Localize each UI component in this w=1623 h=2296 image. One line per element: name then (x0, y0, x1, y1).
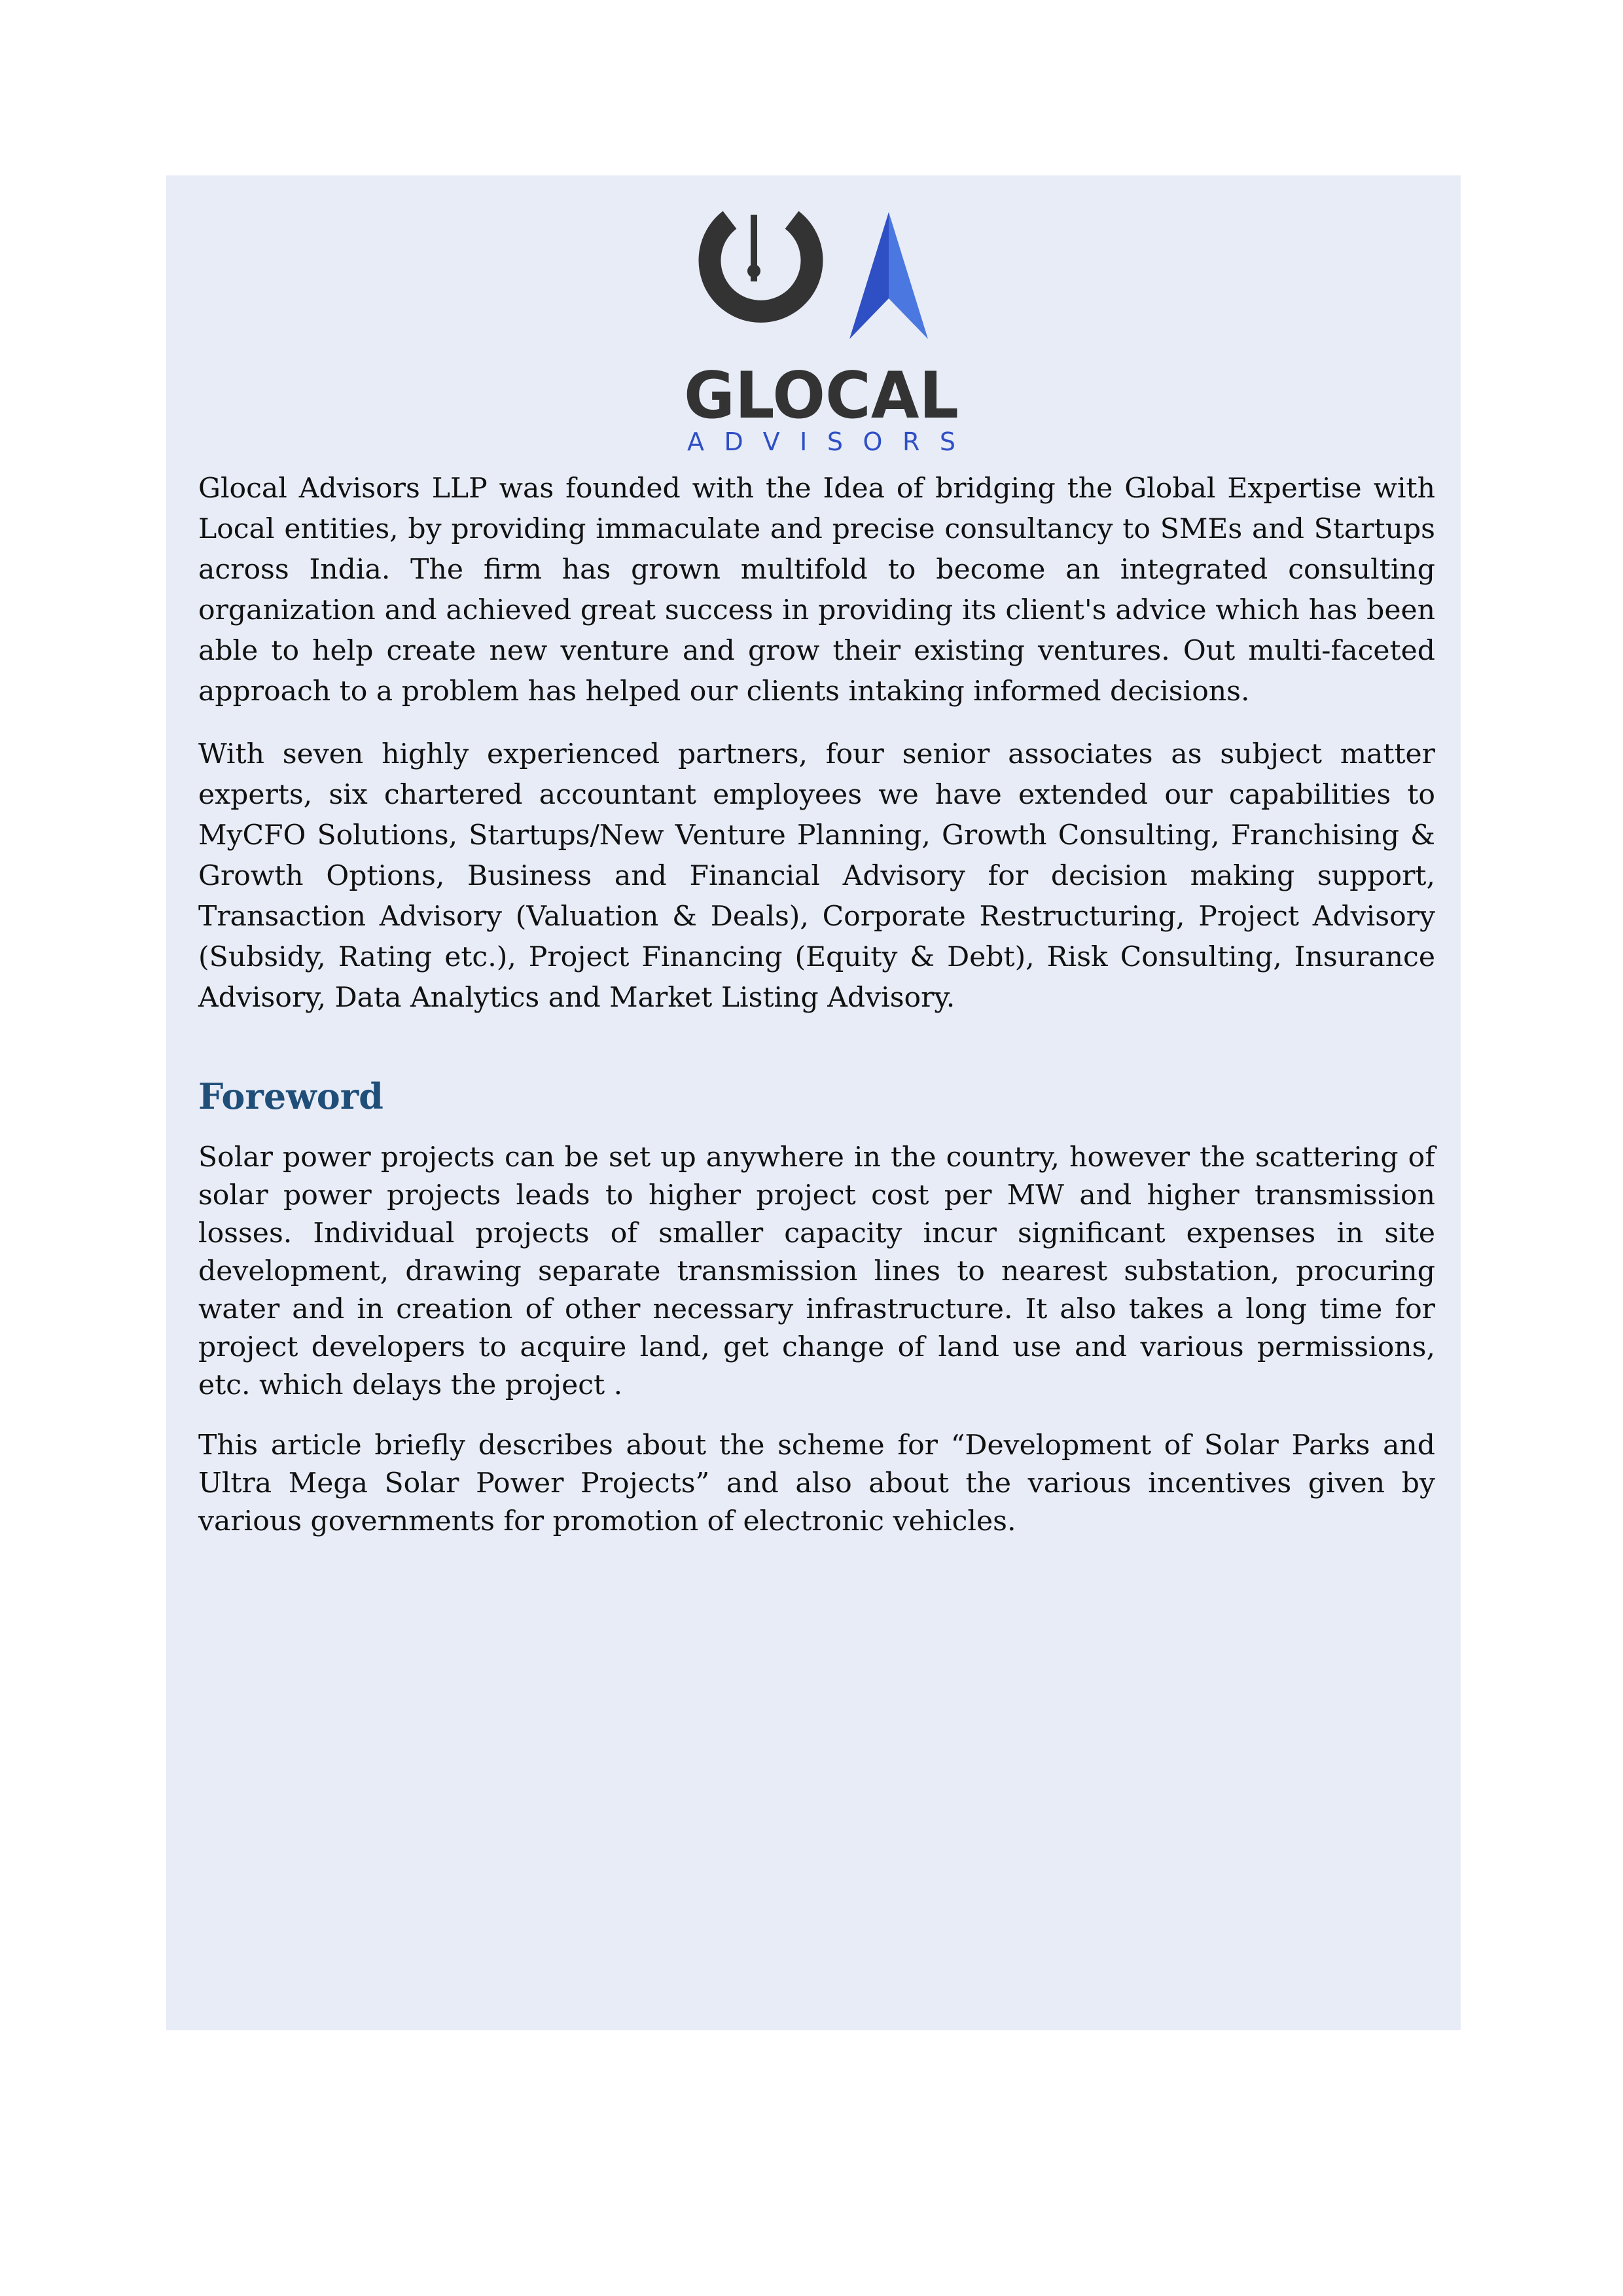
foreword-heading: Foreword (198, 1075, 383, 1117)
glocal-advisors-logo (681, 208, 962, 454)
logo-wordmark: GLOCAL (684, 359, 959, 433)
intro-paragraph: Glocal Advisors LLP was founded with the Idea of bridging the Global Expertise with Local entities, by providing immaculate and precise consultancy to SMEs and Startups across India. The firm has grown multifold to become an integrated consulting organization and achieved great success in providing its client's advice which has been able to help create new venture and grow their existing ventures. Out multi-faceted approach to a problem has helped our clients intaking informed decisions. (198, 473, 1435, 708)
intro-paragraph: With seven highly experienced partners, four senior associates as subject matter experts, six chartered accountant employees we have extended our capabilities to MyCFO Solutions, Startups/New Venture Planning, Growth Consulting, Franchising & Growth Options, Business and Financial Advisory for decision making support, Transaction Advisory (Valuation & Deals), Corporate Restructuring, Project Advisory (Subsidy, Rating etc.), Project Financing (Equity & Debt), Risk Consulting, Insurance Advisory, Data Analytics and Market Listing Advisory. (198, 738, 1435, 1014)
foreword-paragraph: Solar power projects can be set up anywhere in the country, however the scattering of solar power projects leads to higher project cost per MW and higher transmission losses. Individual projects of smaller capacity incur significant expenses in site development, drawing separate transmission lines to nearest substation, procuring water and in creation of other necessary infrastructure. It also takes a long time for project developers to acquire land, get change of land use and various permissions, etc. which delays the project . (198, 1141, 1435, 1401)
foreword-section (198, 1073, 1435, 1541)
logo-g-mark (710, 220, 812, 312)
logo-a-mark (849, 212, 889, 339)
foreword-paragraph: This article briefly describes about the scheme for “Development of Solar Parks and Ultra Mega Solar Power Projects” and also about the various incentives given by various governments for promotion of electronic vehicles. (198, 1429, 1435, 1537)
logo-subtitle: ADVISORS (687, 427, 955, 454)
intro-section (198, 469, 1435, 1018)
